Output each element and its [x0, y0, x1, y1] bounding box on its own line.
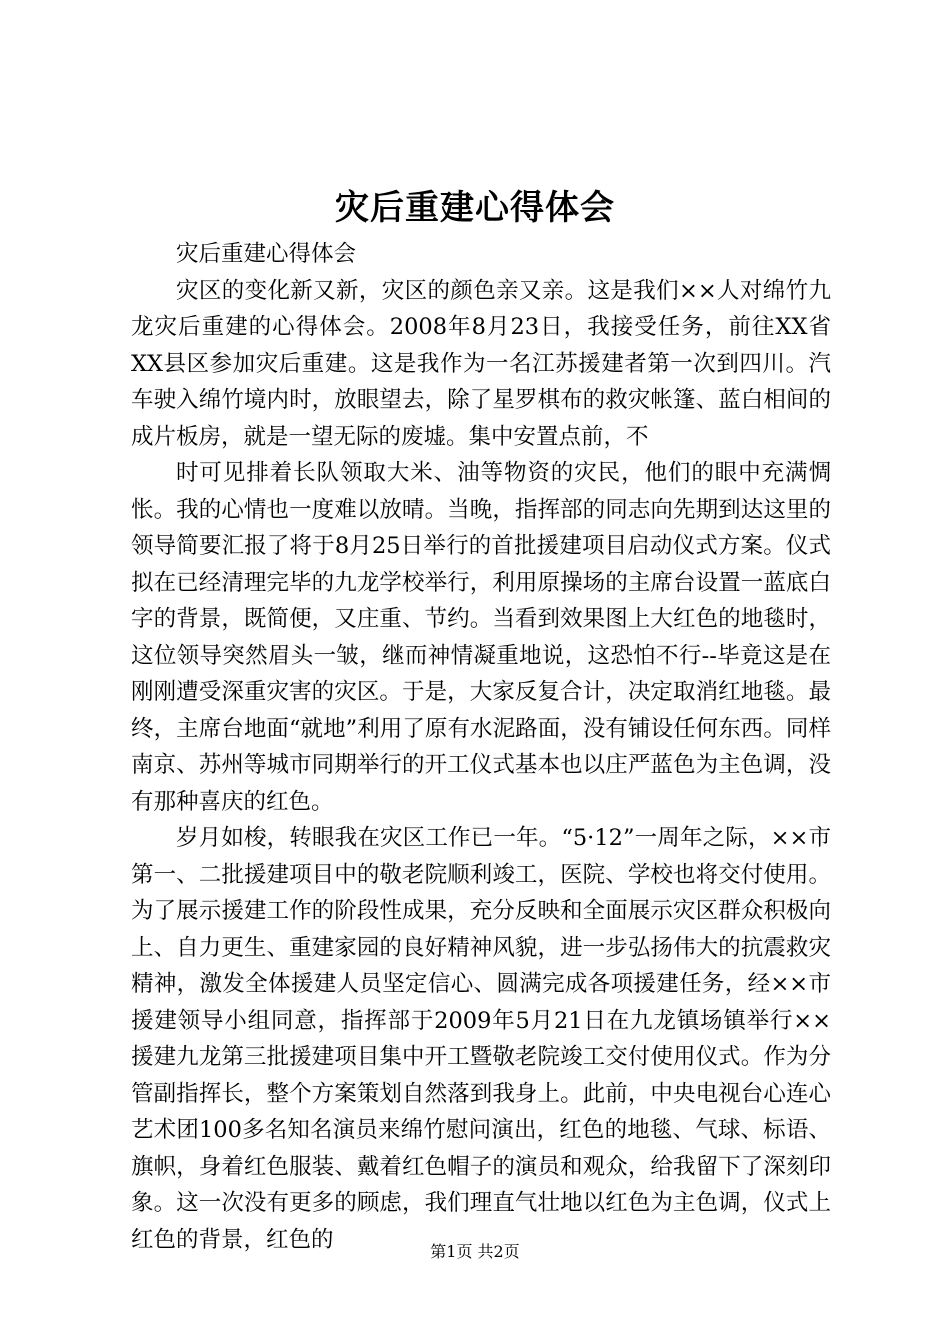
document-body	[131, 236, 831, 1258]
document-title: 灾后重建心得体会	[335, 188, 615, 228]
paragraph: 岁月如梭，转眼我在灾区工作已一年。“5·12”一周年之际，××市第一、二批援建项目中的敬老院顺利竣工，医院、学校也将交付使用。为了展示援建工作的阶段性成果，充分反映和全面展示灾区群众积极向上、自力更生、重建家园的良好精神风貌，进一步弘扬伟大的抗震救灾精神，激发全体援建人员坚定信心、圆满完成各项援建任务，经××市援建领导小组同意，指挥部于2009年5月21日在九龙镇场镇举行××援建九龙第三批援建项目集中开工暨敬老院竣工交付使用仪式。作为分管副指挥长，整个方案策划自然落到我身上。此前，中央电视台心连心艺术团100多名知名演员来绵竹慰问演出，红色的地毯、气球、标语、旗帜，身着红色服装、戴着红色帽子的演员和观众，给我留下了深刻印象。这一次没有更多的顾虑，我们理直气壮地以红色为主色调，仪式上红色的背景，红色的	[131, 825, 831, 1253]
page-footer: 第1页 共2页	[430, 1242, 520, 1261]
paragraph: 灾后重建心得体会	[176, 241, 357, 267]
paragraph: 灾区的变化新又新，灾区的颜色亲又亲。这是我们××人对绵竹九龙灾后重建的心得体会。2008年8月23日，我接受任务，前往XX省XX县区参加灾后重建。这是我作为一名江苏援建者第一次到四川。汽车驶入绵竹境内时，放眼望去，除了星罗棋布的救灾帐篷、蓝白相间的成片板房，就是一望无际的废墟。集中安置点前，不	[131, 277, 831, 450]
paragraph: 时可见排着长队领取大米、油等物资的灾民，他们的眼中充满惆怅。我的心情也一度难以放晴。当晚，指挥部的同志向先期到达这里的领导简要汇报了将于8月25日举行的首批援建项目启动仪式方案。仪式拟在已经清理完毕的九龙学校举行，利用原操场的主席台设置一蓝底白字的背景，既简便，又庄重、节约。当看到效果图上大红色的地毯时，这位领导突然眉头一皱，继而神情凝重地说，这恐怕不行--毕竟这是在刚刚遭受深重灾害的灾区。于是，大家反复合计，决定取消红地毯。最终，主席台地面“就地”利用了原有水泥路面，没有铺设任何东西。同样南京、苏州等城市同期举行的开工仪式基本也以庄严蓝色为主色调，没有那种喜庆的红色。	[131, 460, 831, 815]
